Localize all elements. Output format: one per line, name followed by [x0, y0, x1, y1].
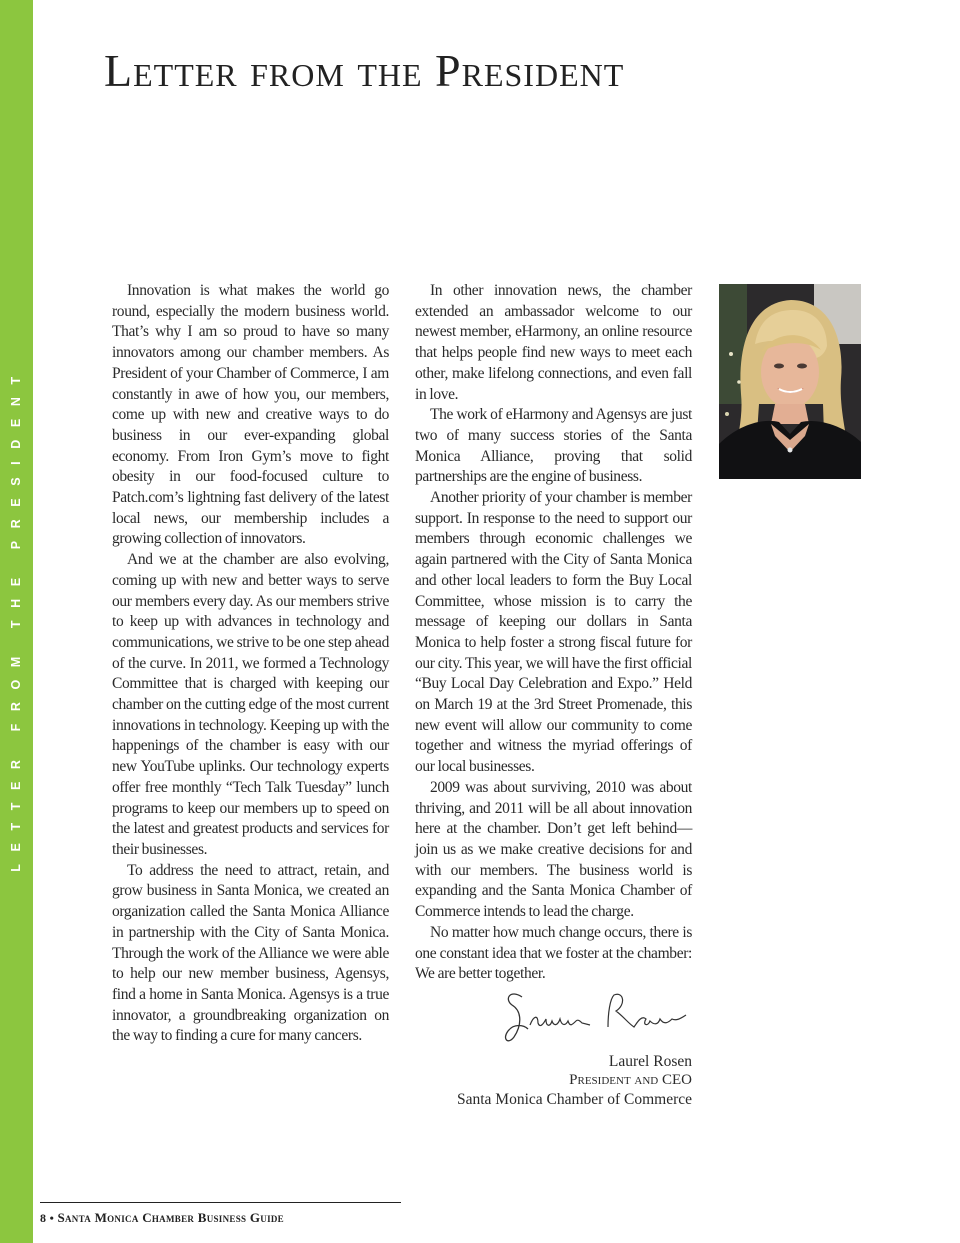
page-title: Letter from the President — [104, 45, 625, 96]
footer-divider — [40, 1202, 401, 1203]
letter-column-2 — [415, 281, 692, 985]
sidebar-section-label: LETTER FROM THE PRESIDENT — [9, 364, 23, 872]
paragraph: And we at the chamber are also evolving, coming up with new and better ways to serve our members every day. As our members strive to keep up with advances in technology and communications, we strive to be one step ahead of the curve. In 2011, we formed a Technology Committee that is charged with keeping our chamber on the cutting edge of the most current innovations in technology. Keeping up with the happenings of the chamber is easy with our new YouTube uplinks. Our technology experts offer free monthly “Tech Talk Tuesday” lunch programs to keep our members up to speed on the latest and greatest products and services for their businesses. — [112, 551, 389, 858]
page-number: 8 — [40, 1211, 47, 1225]
paragraph: In other innovation news, the chamber extended an ambassador welcome to our newest member, eHarmony, an online resource that helps people find new ways to meet each other, make lifelong connections, and even fall in love. — [415, 282, 692, 403]
president-portrait-photo — [719, 284, 861, 479]
handwritten-signature — [500, 985, 690, 1047]
publication-name: Santa Monica Chamber Business Guide — [57, 1210, 284, 1225]
signature-image — [500, 985, 690, 1047]
signatory-organization: Santa Monica Chamber of Commerce — [456, 1091, 692, 1108]
signatory-name: Laurel Rosen — [608, 1053, 692, 1070]
page-footer — [40, 1210, 284, 1226]
bullet-separator: • — [49, 1211, 55, 1225]
paragraph: No matter how much change occurs, there is one constant idea that we foster at the chamber: We are better together. — [415, 923, 692, 983]
signatory-title: President and CEO — [569, 1072, 692, 1088]
paragraph: To address the need to attract, retain, and grow business in Santa Monica, we created an organization called the Santa Monica Alliance in partnership with the City of Santa Monica. Through the work of the Alliance we were able to help our new member business, Agensys, find a home in Santa Monica. Agensys is a true innovator, a groundbreaking organization on the way to finding a cure for many cancers. — [112, 861, 389, 1045]
paragraph: 2009 was about surviving, 2010 was about thriving, and 2011 will be all about innovation here at the chamber. Don’t get left behind—join us as we make creative decisions for and with our members. The business world is expanding and the Santa Monica Chamber of Commerce intends to lead the charge. — [415, 778, 692, 921]
portrait-illustration — [719, 284, 861, 479]
paragraph: The work of eHarmony and Agensys are just two of many success stories of the Santa Monica Alliance, proving that solid partnerships are the engine of business. — [415, 406, 692, 486]
letter-column-1 — [112, 281, 389, 1047]
paragraph: Another priority of your chamber is member support. In response to the need to support our members through economic challenges we again partnered with the City of Santa Monica and other local leaders to form the Buy Local Committee, whose mission is to carry the message of keeping our dollars in Santa Monica to help foster a strong fiscal future for our city. This year, we will have the first official “Buy Local Day Celebration and Expo.” Held on March 19 at the 3rd Street Promenade, this new event will allow our community to come together and witness the myriad offerings of our local businesses. — [415, 489, 692, 776]
signature-block — [415, 1052, 692, 1109]
paragraph: Innovation is what makes the world go round, especially the modern business world. That’s why I am so proud to have so many innovators among our chamber members. As President of your Chamber of Commerce, I am constantly in awe of how you, our members, come up with new and creative ways to do business in our ever-expanding global economy. From Iron Gym’s move to fight obesity in our food-focused culture to Patch.com’s lightning fast delivery of the latest local news, our membership includes a growing collection of innovators. — [112, 282, 389, 548]
sidebar-band — [0, 0, 33, 1243]
